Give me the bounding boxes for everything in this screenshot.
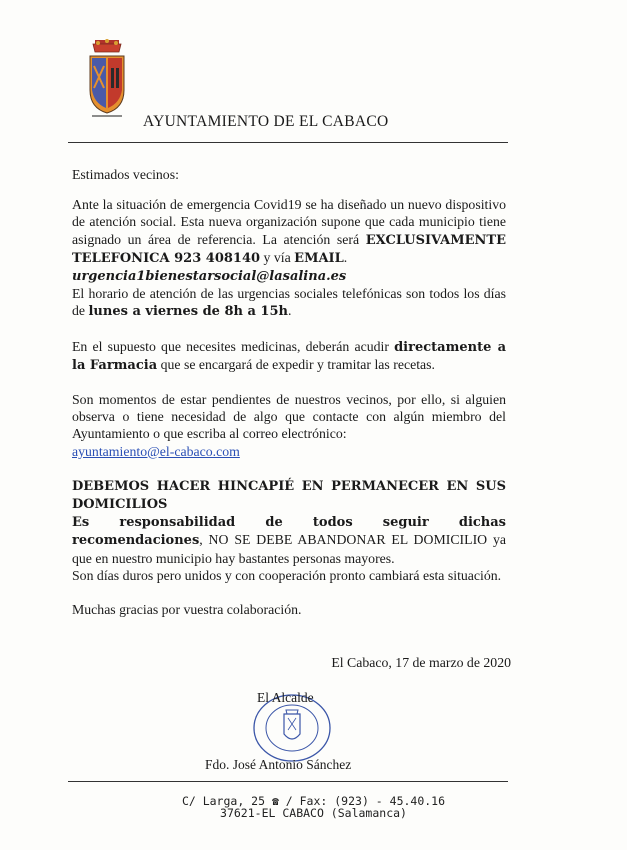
paragraph-stay-home xyxy=(72,477,506,584)
social-services-email: urgencia1bienestarsocial@lasalina.es xyxy=(72,269,347,285)
signature-label: El Alcalde xyxy=(257,690,314,705)
header-divider xyxy=(68,142,508,143)
signatory-name: Fdo. José Antonio Sánchez xyxy=(205,757,352,772)
para1-text-e: . xyxy=(287,303,292,319)
town-hall-email-link[interactable]: ayuntamiento@el-cabaco.com xyxy=(72,443,240,459)
page-title: AYUNTAMIENTO DE EL CABACO xyxy=(143,113,389,130)
para1-text-b: y vía xyxy=(260,249,295,265)
phone-highlight: EXCLUSIVAMENTE TELEFONICA 923 408140 xyxy=(72,232,506,266)
responsibility-highlight: Es responsabilidad de todos seguir dichas recomendaciones xyxy=(72,515,506,549)
footer-divider xyxy=(68,781,508,782)
para2-text: En el supuesto que necesites medicinas, deberán acudir xyxy=(72,338,395,354)
para1-hours-text: El horario de atención de las urgencias sociales telefónicas son todos los días de xyxy=(72,286,506,319)
footer-postal: 37621-EL CABACO (Salamanca) xyxy=(220,806,407,820)
paragraph-neighbors xyxy=(72,391,506,460)
para4-text: , NO SE DEBE ABANDONAR EL DOMICILIO ya que en nuestro municipio hay bastantes personas mayores. xyxy=(72,532,506,566)
pharmacy-highlight: directamente a la Farmacia xyxy=(72,339,506,373)
stay-home-heading: DEBEMOS HACER HINCAPIÉ EN PERMANECER EN SUS DOMICILIOS xyxy=(72,478,506,513)
paragraph-pharmacy xyxy=(72,338,506,374)
footer-address: C/ Larga, 25 ☎ / Fax: (923) - 45.40.16 xyxy=(181,794,446,808)
email-label: EMAIL xyxy=(294,250,344,266)
paragraph-emergency xyxy=(72,196,506,320)
greeting: Estimados vecinos: xyxy=(72,167,179,182)
para1-text-c: . xyxy=(343,249,348,265)
para4-text-b: Son días duros pero unidos y con cooperación pronto cambiará esta situación. xyxy=(72,567,502,583)
hours-highlight: lunes a viernes de 8h a 15h xyxy=(88,304,288,320)
thanks-line: Muchas gracias por vuestra colaboración. xyxy=(72,602,302,618)
letter-date: El Cabaco, 17 de marzo de 2020 xyxy=(331,655,511,670)
para2-text-b: que se encargará de expedir y tramitar las recetas. xyxy=(157,356,435,372)
para1-text: Ante la situación de emergencia Covid19 se ha diseñado un nuevo dispositivo de atención social. Esta nueva organización supone que cada municipio tiene asignado un área de referencia. La atención será xyxy=(72,197,506,247)
coat-of-arms-icon xyxy=(86,38,128,120)
letter-body xyxy=(72,166,506,618)
para3-text: Son momentos de estar pendientes de nuestros vecinos, por ello, si alguien observa o tiene necesidad de algo que contacte con algún miembro del Ayuntamiento o que escriba al correo electrónico: xyxy=(72,392,506,442)
